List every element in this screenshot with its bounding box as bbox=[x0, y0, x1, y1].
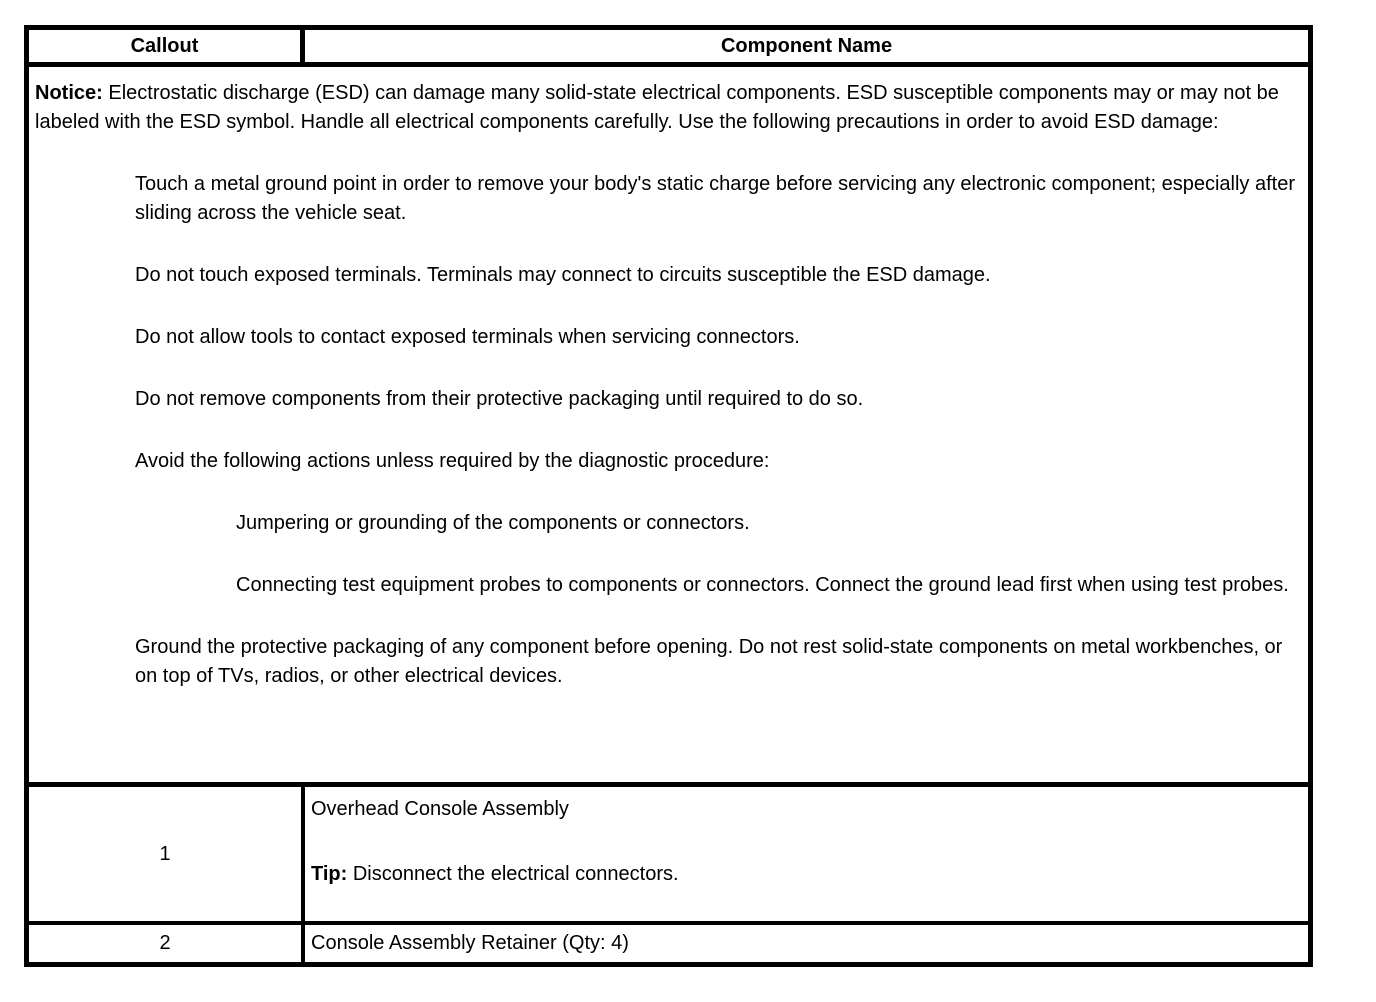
component-name-column-header bbox=[305, 30, 1308, 62]
esd-precaution-item: Avoid the following actions unless required by the diagnostic procedure: bbox=[135, 450, 770, 472]
callout-header-label: Callout bbox=[130, 34, 199, 57]
esd-precaution-item: Ground the protective packaging of any component before opening. Do not rest solid-state components on metal workbenches, or on top of TVs, radios, or other electrical devices. bbox=[135, 636, 1283, 687]
notice-intro-text: Electrostatic discharge (ESD) can damage many solid-state electrical components. ESD susceptible components may or may not be labeled with the ESD symbol. Handle all electrical components carefully. Use the following precautions in order to avoid ESD damage: bbox=[35, 82, 1279, 133]
callout-cell bbox=[29, 787, 305, 921]
callout-number: 1 bbox=[159, 842, 171, 865]
table-row bbox=[29, 925, 1308, 962]
tip-label: Tip: bbox=[311, 863, 348, 885]
callout-column-header bbox=[29, 30, 305, 62]
esd-precaution-item: Do not touch exposed terminals. Terminals may connect to circuits susceptible the ESD damage. bbox=[135, 264, 991, 286]
component-name-header-label: Component Name bbox=[720, 34, 893, 57]
esd-precaution-item: Do not allow tools to contact exposed terminals when servicing connectors. bbox=[135, 326, 800, 348]
esd-precaution-item: Do not remove components from their protective packaging until required to do so. bbox=[135, 388, 864, 410]
component-cell bbox=[305, 787, 1308, 921]
table-row bbox=[29, 787, 1308, 925]
esd-precaution-subitem: Connecting test equipment probes to components or connectors. Connect the ground lead first when using test probes. bbox=[236, 574, 1289, 596]
esd-precaution-subitem: Jumpering or grounding of the components or connectors. bbox=[236, 512, 750, 534]
callout-cell bbox=[29, 925, 305, 962]
component-name-text: Console Assembly Retainer (Qty: 4) bbox=[311, 932, 629, 954]
parts-callout-table bbox=[24, 25, 1313, 967]
notice-label: Notice: bbox=[35, 82, 103, 104]
tip-text: Disconnect the electrical connectors. bbox=[347, 863, 679, 885]
table-header-row bbox=[29, 30, 1308, 67]
callout-number: 2 bbox=[159, 932, 171, 954]
component-name-text: Overhead Console Assembly bbox=[311, 798, 569, 820]
esd-precaution-item: Touch a metal ground point in order to remove your body's static charge before servicing any electronic component; especially after sliding across the vehicle seat. bbox=[135, 173, 1295, 224]
component-tip bbox=[311, 860, 1302, 889]
notice-intro-paragraph bbox=[35, 79, 1300, 137]
component-cell bbox=[305, 925, 1308, 962]
esd-notice-cell bbox=[29, 67, 1308, 787]
